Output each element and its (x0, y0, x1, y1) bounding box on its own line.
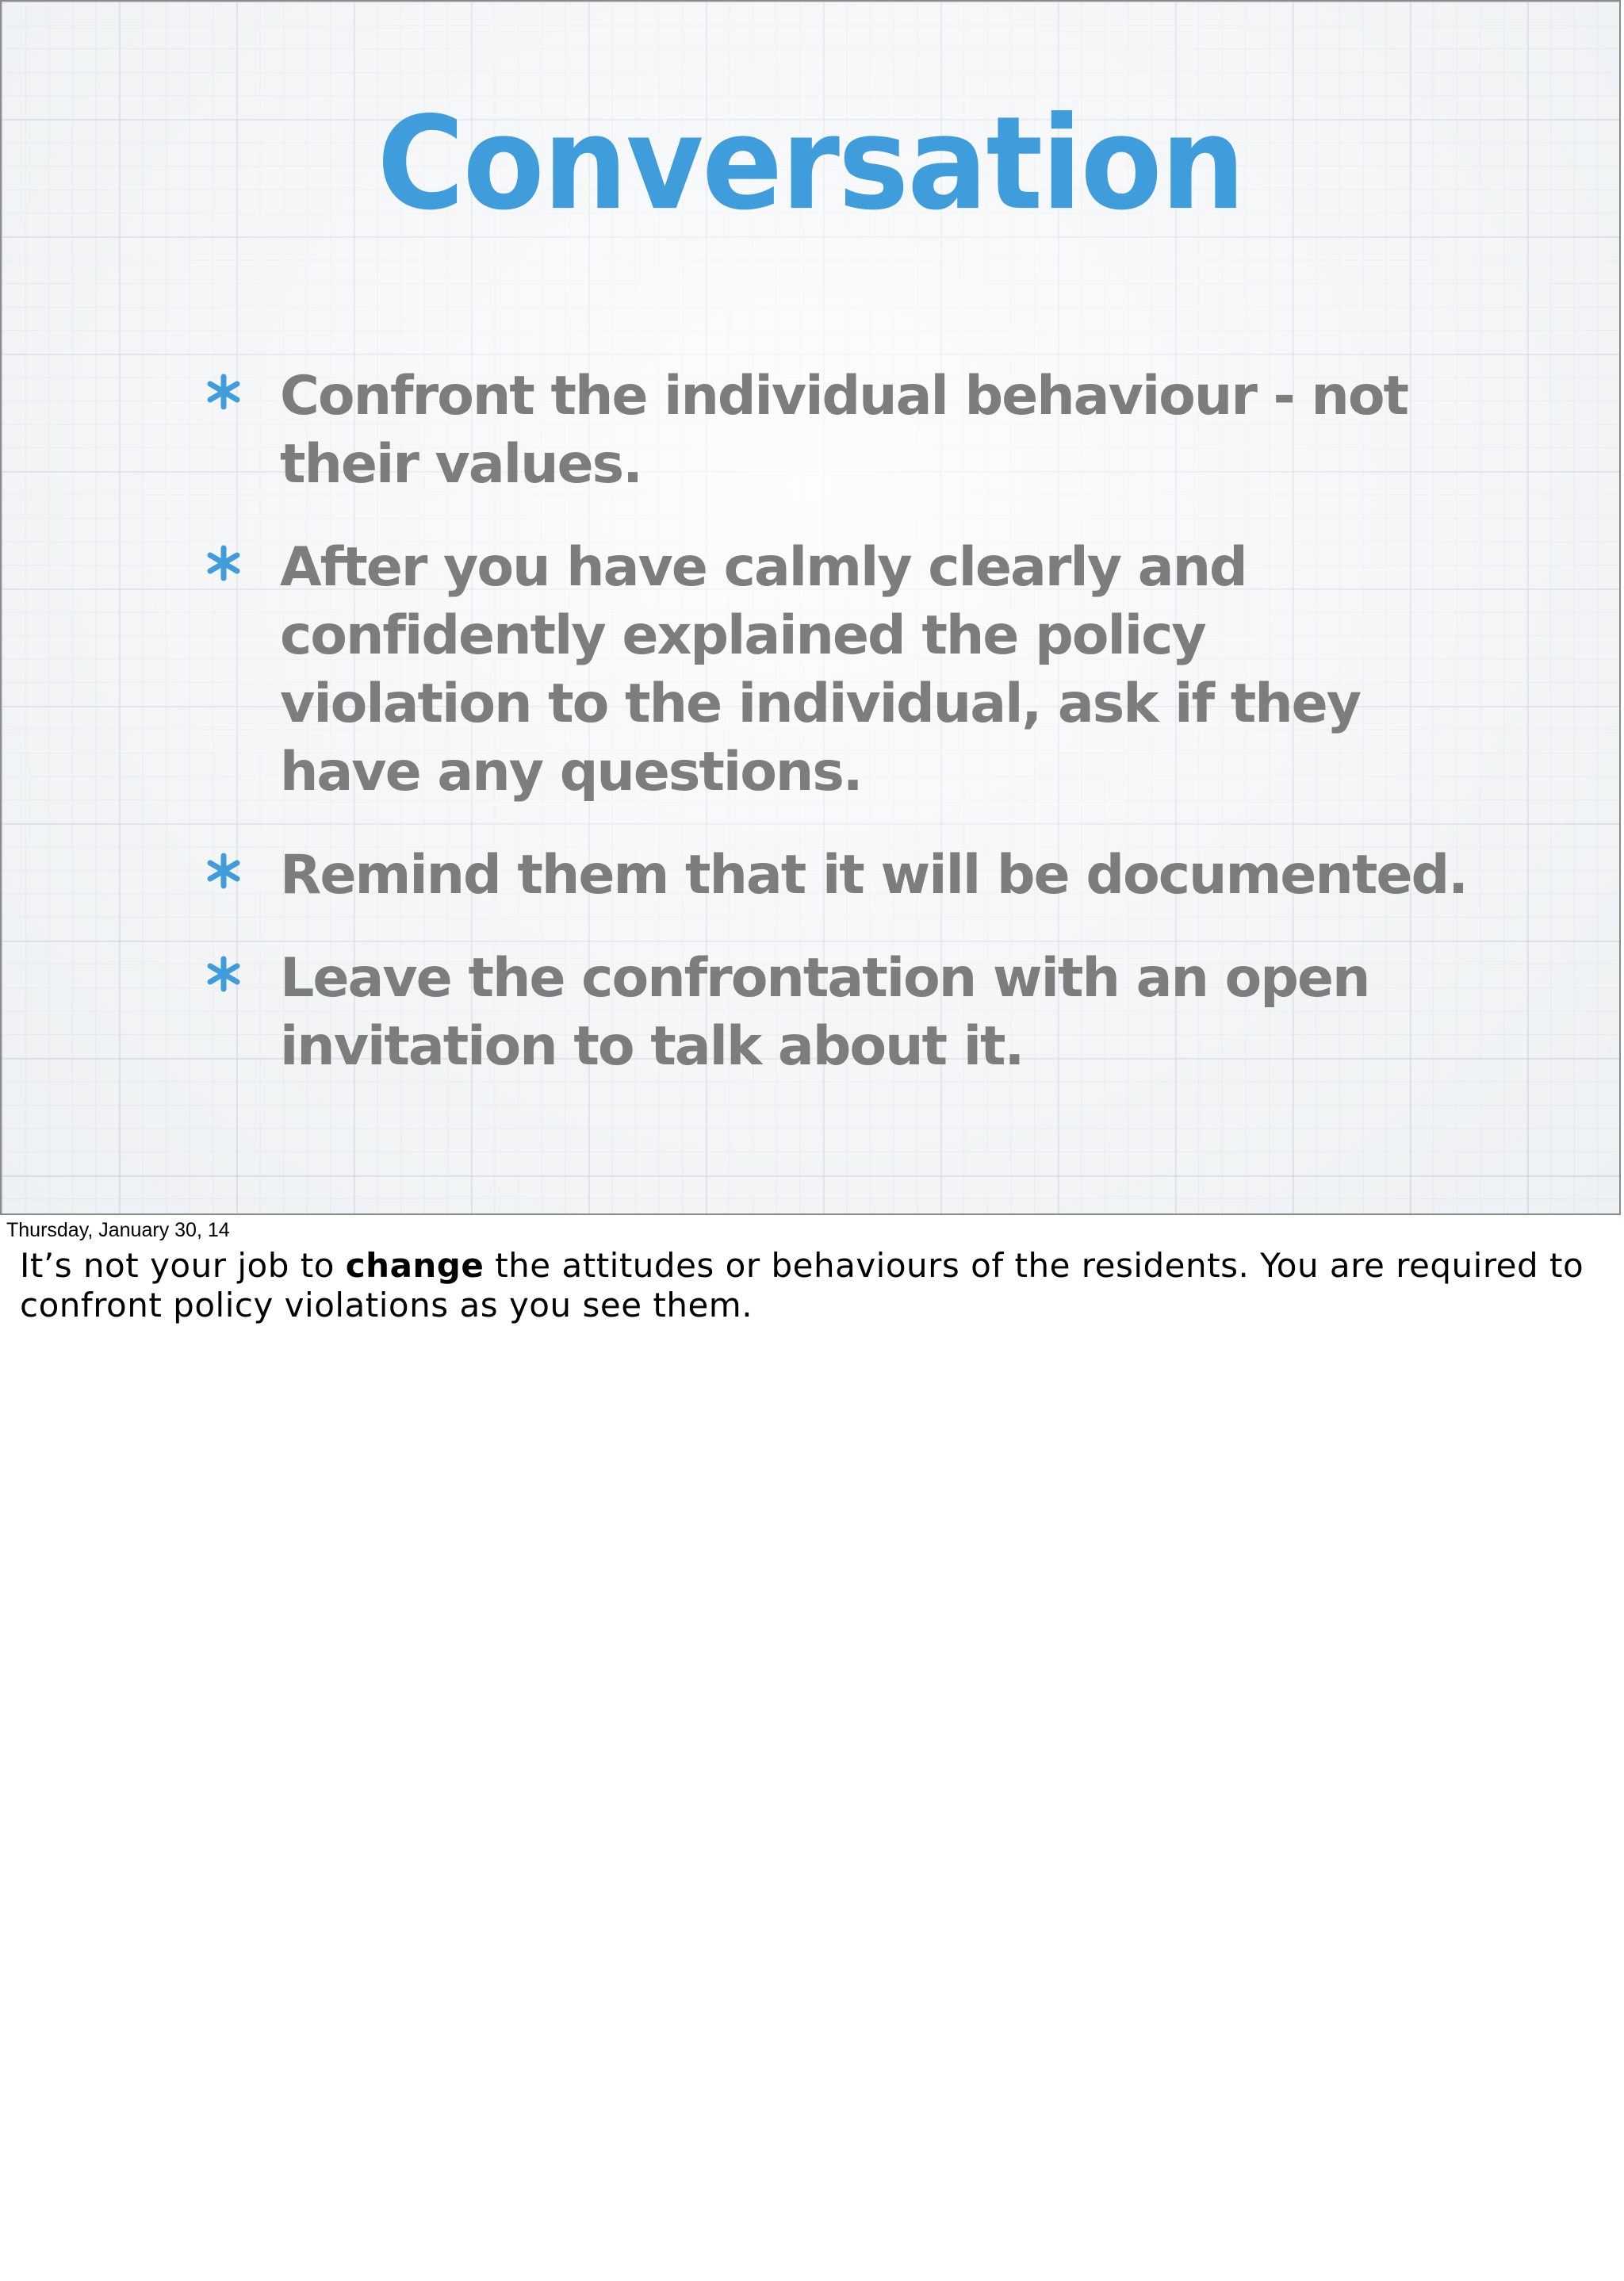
slide-title: Conversation (377, 90, 1244, 239)
notes-text-before: It’s not your job to (20, 1246, 346, 1285)
bullet-text: Leave the confrontation with an open invitation to talk about it. (280, 947, 1369, 1078)
bullet-text: Remind them that it will be documented. (280, 844, 1467, 907)
notes-text-after: the attitudes or behaviours of the residents. You are required to confront policy violations as you see them. (20, 1246, 1584, 1325)
notes-emphasis: change (345, 1246, 485, 1285)
asterisk-icon (204, 543, 243, 583)
bullet-item (204, 534, 1473, 807)
slide-date: Thursday, January 30, 14 (6, 1219, 230, 1241)
bullet-text: After you have calmly clearly and confidently explained the policy violation to the individual, ask if they have any questions. (280, 536, 1361, 803)
asterisk-icon (204, 954, 243, 994)
bullet-item (204, 945, 1473, 1081)
bullet-list (204, 362, 1473, 1116)
asterisk-icon (204, 372, 243, 412)
asterisk-icon (204, 851, 243, 891)
bullet-item (204, 841, 1473, 910)
bullet-text: Confront the individual behaviour - not their values. (280, 365, 1408, 496)
bullet-item (204, 362, 1473, 499)
speaker-notes (20, 1246, 1598, 1325)
